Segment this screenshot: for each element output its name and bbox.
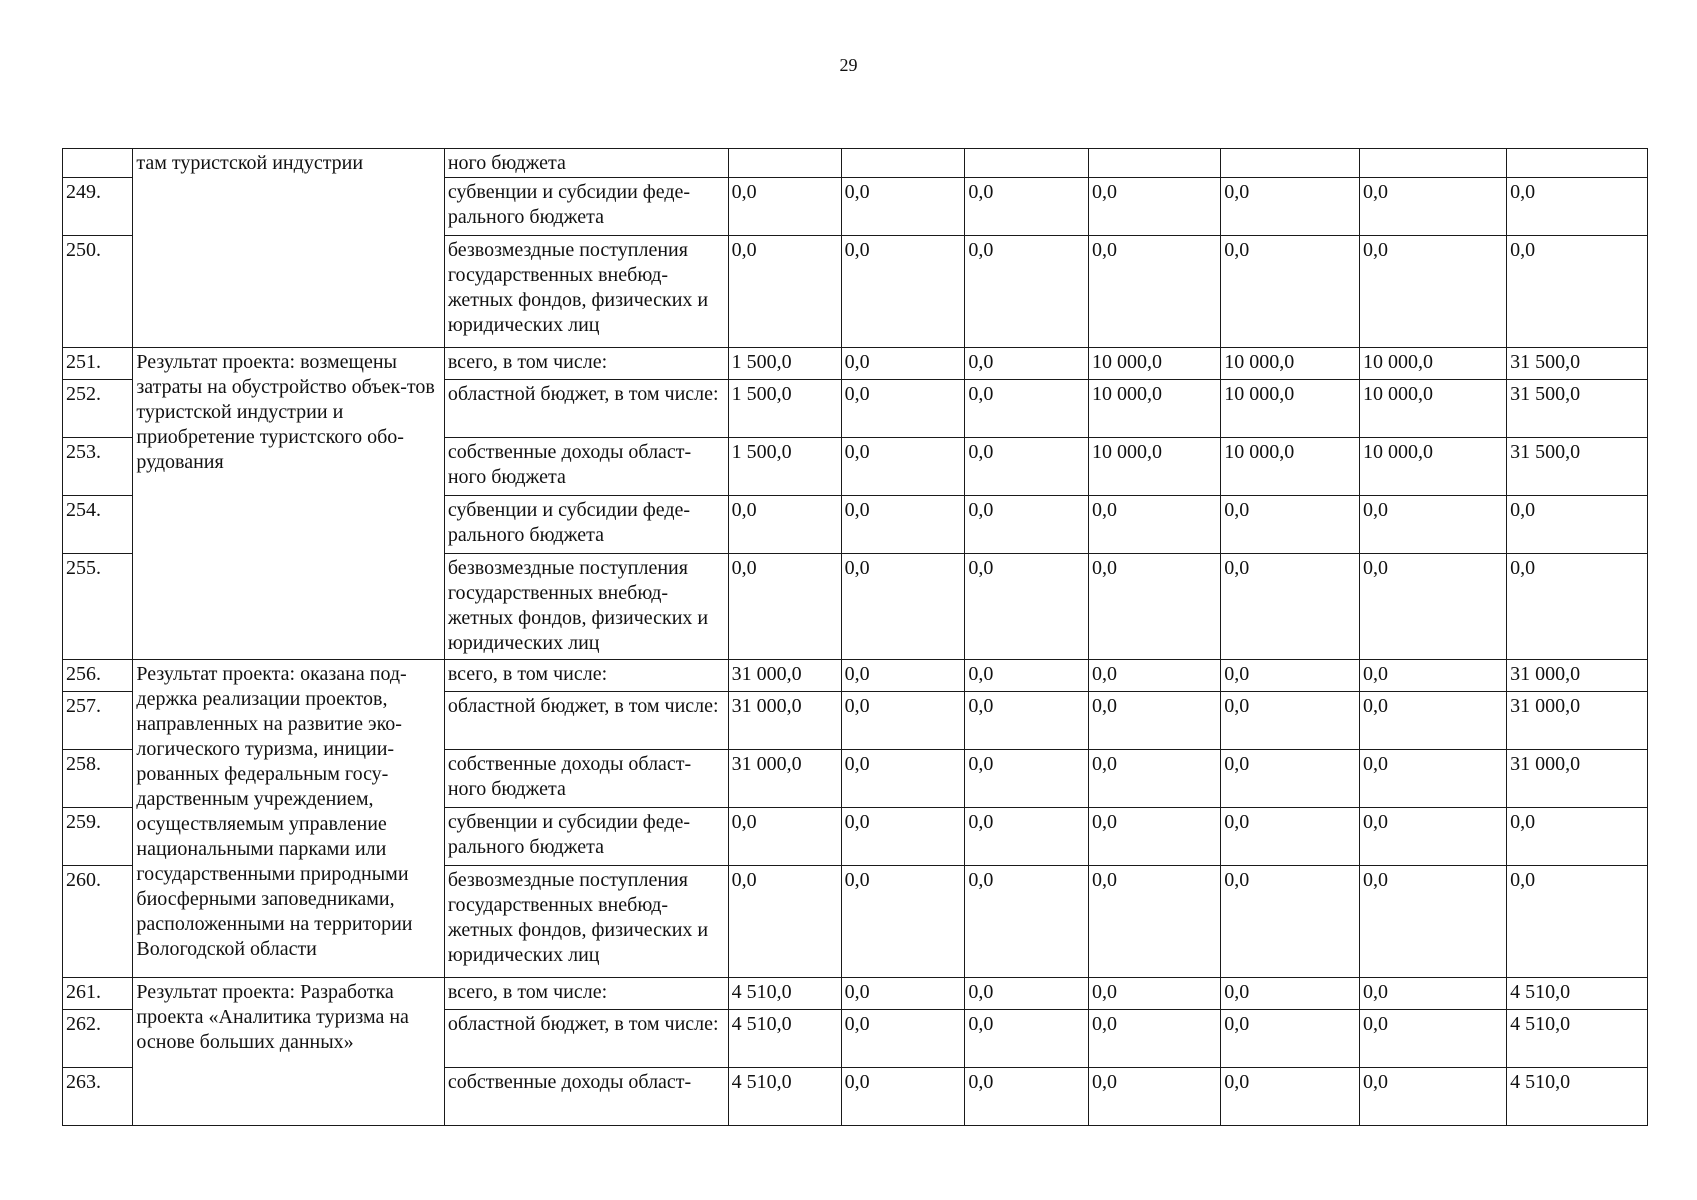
amount-cell: 0,0 <box>1089 692 1221 750</box>
amount-cell: 0,0 <box>965 660 1089 692</box>
amount-cell: 31 000,0 <box>728 660 841 692</box>
amount-cell: 0,0 <box>841 348 965 380</box>
amount-cell: 0,0 <box>841 1068 965 1126</box>
amount-cell: 0,0 <box>1089 1010 1221 1068</box>
amount-cell: 31 000,0 <box>728 692 841 750</box>
amount-cell: 0,0 <box>1507 808 1648 866</box>
funding-source: собственные доходы област-ного бюджета <box>444 438 728 496</box>
row-number: 256. <box>63 660 133 692</box>
row-number: 260. <box>63 866 133 978</box>
amount-cell: 0,0 <box>728 866 841 978</box>
amount-cell: 0,0 <box>965 1068 1089 1126</box>
amount-cell: 0,0 <box>1221 660 1360 692</box>
amount-cell: 31 000,0 <box>1507 692 1648 750</box>
table-row <box>63 149 1648 178</box>
amount-cell: 0,0 <box>965 380 1089 438</box>
amount-cell: 0,0 <box>965 496 1089 554</box>
amount-cell: 0,0 <box>1089 178 1221 236</box>
amount-cell: 0,0 <box>965 236 1089 348</box>
amount-cell <box>841 149 965 178</box>
table-row <box>63 978 1648 1010</box>
amount-cell: 4 510,0 <box>728 1010 841 1068</box>
funding-source: областной бюджет, в том числе: <box>444 380 728 438</box>
amount-cell: 31 000,0 <box>1507 660 1648 692</box>
amount-cell: 0,0 <box>1359 554 1506 660</box>
amount-cell: 0,0 <box>1359 660 1506 692</box>
row-number: 257. <box>63 692 133 750</box>
amount-cell: 0,0 <box>728 236 841 348</box>
funding-source: безвозмездные поступления государственных внебюд-жетных фондов, физических и юридических лиц <box>444 554 728 660</box>
amount-cell: 0,0 <box>841 438 965 496</box>
row-number: 261. <box>63 978 133 1010</box>
amount-cell: 0,0 <box>1359 1010 1506 1068</box>
amount-cell <box>1089 149 1221 178</box>
row-number: 255. <box>63 554 133 660</box>
project-result: там туристской индустрии <box>133 149 444 348</box>
amount-cell: 0,0 <box>1221 554 1360 660</box>
amount-cell: 0,0 <box>1359 978 1506 1010</box>
amount-cell: 0,0 <box>1089 236 1221 348</box>
funding-source: безвозмездные поступления государственных внебюд-жетных фондов, физических и юридических лиц <box>444 866 728 978</box>
amount-cell: 0,0 <box>1221 236 1360 348</box>
amount-cell: 0,0 <box>1089 866 1221 978</box>
amount-cell <box>1221 149 1360 178</box>
amount-cell: 0,0 <box>1089 554 1221 660</box>
funding-source: областной бюджет, в том числе: <box>444 692 728 750</box>
row-number: 249. <box>63 178 133 236</box>
amount-cell: 0,0 <box>1089 496 1221 554</box>
project-result: Результат проекта: Разработка проекта «Аналитика туризма на основе больших данных» <box>133 978 444 1126</box>
amount-cell: 0,0 <box>1089 750 1221 808</box>
project-result: Результат проекта: оказана под-держка реализации проектов, направленных на развитие эко-логического туризма, иниции-рованных федеральным госу-дарственным учреждением, осуществляемым управление национальными парками или государственными природными биосферными заповедниками, расположенными на территории Вологодской области <box>133 660 444 978</box>
amount-cell: 0,0 <box>965 978 1089 1010</box>
amount-cell: 0,0 <box>841 978 965 1010</box>
amount-cell: 0,0 <box>841 236 965 348</box>
amount-cell: 0,0 <box>841 692 965 750</box>
amount-cell: 0,0 <box>728 178 841 236</box>
amount-cell: 0,0 <box>728 496 841 554</box>
funding-source: субвенции и субсидии феде-рального бюджета <box>444 178 728 236</box>
row-number: 253. <box>63 438 133 496</box>
funding-source: всего, в том числе: <box>444 978 728 1010</box>
amount-cell: 0,0 <box>1221 692 1360 750</box>
amount-cell: 0,0 <box>841 660 965 692</box>
amount-cell: 0,0 <box>1507 554 1648 660</box>
amount-cell: 31 000,0 <box>728 750 841 808</box>
amount-cell: 0,0 <box>841 750 965 808</box>
amount-cell: 10 000,0 <box>1089 380 1221 438</box>
project-result: Результат проекта: возмещены затраты на обустройство объек-тов туристской индустрии и приобретение туристского обо-рудования <box>133 348 444 660</box>
amount-cell: 4 510,0 <box>728 978 841 1010</box>
amount-cell: 4 510,0 <box>1507 1010 1648 1068</box>
amount-cell: 0,0 <box>1221 1010 1360 1068</box>
row-number: 252. <box>63 380 133 438</box>
amount-cell: 0,0 <box>1221 178 1360 236</box>
amount-cell: 0,0 <box>1221 866 1360 978</box>
amount-cell: 10 000,0 <box>1089 348 1221 380</box>
funding-source: субвенции и субсидии феде-рального бюджета <box>444 808 728 866</box>
amount-cell: 0,0 <box>1507 236 1648 348</box>
amount-cell: 0,0 <box>1359 1068 1506 1126</box>
funding-source: безвозмездные поступления государственных внебюд-жетных фондов, физических и юридических лиц <box>444 236 728 348</box>
amount-cell: 0,0 <box>965 348 1089 380</box>
amount-cell: 0,0 <box>1507 866 1648 978</box>
amount-cell: 0,0 <box>965 1010 1089 1068</box>
amount-cell: 0,0 <box>1089 660 1221 692</box>
funding-source: всего, в том числе: <box>444 348 728 380</box>
row-number: 258. <box>63 750 133 808</box>
row-number: 250. <box>63 236 133 348</box>
amount-cell <box>728 149 841 178</box>
amount-cell: 0,0 <box>1359 692 1506 750</box>
amount-cell: 0,0 <box>1359 178 1506 236</box>
amount-cell: 0,0 <box>965 750 1089 808</box>
amount-cell: 0,0 <box>1221 750 1360 808</box>
budget-table <box>62 148 1648 1126</box>
amount-cell: 31 500,0 <box>1507 380 1648 438</box>
funding-source: ного бюджета <box>444 149 728 178</box>
amount-cell: 0,0 <box>841 866 965 978</box>
amount-cell: 0,0 <box>1359 496 1506 554</box>
row-number: 259. <box>63 808 133 866</box>
amount-cell: 0,0 <box>1089 978 1221 1010</box>
row-number <box>63 149 133 178</box>
amount-cell: 0,0 <box>965 692 1089 750</box>
row-number: 254. <box>63 496 133 554</box>
amount-cell: 0,0 <box>841 178 965 236</box>
amount-cell: 10 000,0 <box>1221 348 1360 380</box>
amount-cell: 0,0 <box>1507 496 1648 554</box>
row-number: 263. <box>63 1068 133 1126</box>
amount-cell: 0,0 <box>965 438 1089 496</box>
table-row <box>63 348 1648 380</box>
amount-cell: 10 000,0 <box>1359 380 1506 438</box>
amount-cell: 0,0 <box>1221 808 1360 866</box>
amount-cell: 0,0 <box>1089 1068 1221 1126</box>
funding-source: всего, в том числе: <box>444 660 728 692</box>
amount-cell: 0,0 <box>841 808 965 866</box>
amount-cell: 4 510,0 <box>1507 978 1648 1010</box>
amount-cell: 0,0 <box>1359 750 1506 808</box>
funding-source: субвенции и субсидии феде-рального бюджета <box>444 496 728 554</box>
amount-cell: 31 000,0 <box>1507 750 1648 808</box>
amount-cell: 0,0 <box>1359 236 1506 348</box>
row-number: 251. <box>63 348 133 380</box>
amount-cell: 10 000,0 <box>1359 438 1506 496</box>
amount-cell: 10 000,0 <box>1221 380 1360 438</box>
amount-cell: 0,0 <box>965 178 1089 236</box>
row-number: 262. <box>63 1010 133 1068</box>
amount-cell <box>1507 149 1648 178</box>
funding-source: областной бюджет, в том числе: <box>444 1010 728 1068</box>
amount-cell <box>1359 149 1506 178</box>
amount-cell <box>965 149 1089 178</box>
amount-cell: 0,0 <box>728 554 841 660</box>
amount-cell: 4 510,0 <box>1507 1068 1648 1126</box>
table-row <box>63 660 1648 692</box>
amount-cell: 0,0 <box>1221 1068 1360 1126</box>
amount-cell: 0,0 <box>1221 978 1360 1010</box>
amount-cell: 1 500,0 <box>728 438 841 496</box>
amount-cell: 0,0 <box>841 496 965 554</box>
page-number: 29 <box>839 55 858 75</box>
amount-cell: 0,0 <box>841 554 965 660</box>
amount-cell: 0,0 <box>965 554 1089 660</box>
amount-cell: 0,0 <box>841 380 965 438</box>
amount-cell: 0,0 <box>1359 866 1506 978</box>
amount-cell: 1 500,0 <box>728 348 841 380</box>
amount-cell: 31 500,0 <box>1507 438 1648 496</box>
funding-source: собственные доходы област- <box>444 1068 728 1126</box>
amount-cell: 31 500,0 <box>1507 348 1648 380</box>
amount-cell: 10 000,0 <box>1221 438 1360 496</box>
amount-cell: 4 510,0 <box>728 1068 841 1126</box>
amount-cell: 0,0 <box>841 1010 965 1068</box>
amount-cell: 0,0 <box>728 808 841 866</box>
amount-cell: 1 500,0 <box>728 380 841 438</box>
amount-cell: 0,0 <box>1359 808 1506 866</box>
amount-cell: 0,0 <box>1089 808 1221 866</box>
funding-source: собственные доходы област-ного бюджета <box>444 750 728 808</box>
amount-cell: 0,0 <box>965 808 1089 866</box>
amount-cell: 0,0 <box>1507 178 1648 236</box>
amount-cell: 10 000,0 <box>1089 438 1221 496</box>
amount-cell: 10 000,0 <box>1359 348 1506 380</box>
amount-cell: 0,0 <box>1221 496 1360 554</box>
amount-cell: 0,0 <box>965 866 1089 978</box>
